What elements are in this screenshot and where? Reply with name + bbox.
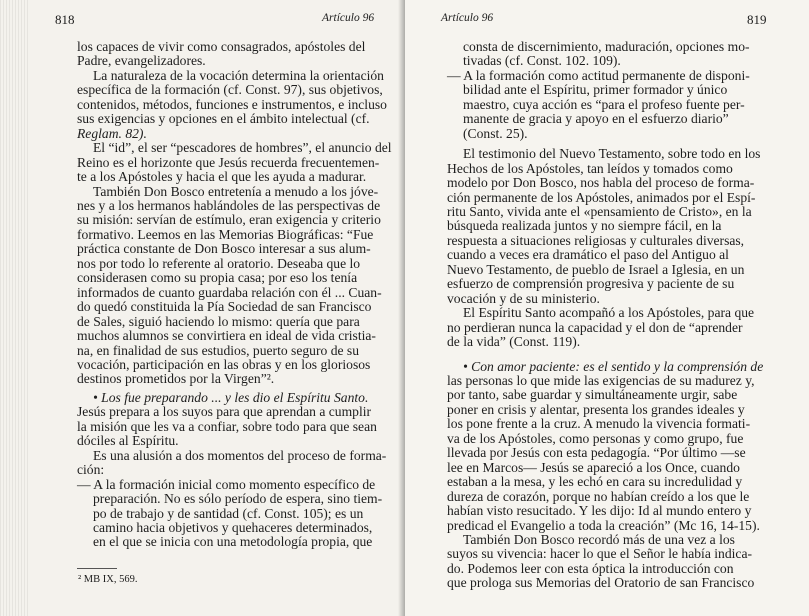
text-line: esfuerzo de comprensión progresiva y paciente de su: [447, 276, 735, 292]
text-line: do. Podemos leer con esta óptica la introducción con: [447, 560, 734, 576]
text-line: formativo. Leemos en las Memorias Biográficas: “Fue: [77, 226, 374, 242]
text-line: búsqueda realizada juntos y no siempre fácil, en la: [447, 218, 722, 234]
text-line: La naturaleza de la vocación determina la orientación: [93, 67, 384, 83]
right-page-number: 819: [747, 12, 767, 27]
text-line: do quedó constituida la Pía Sociedad de san Francisco: [77, 299, 372, 315]
text-line: ción permanente de los Apóstoles, animados por el Espí-: [447, 189, 756, 205]
text-line: te a los Apóstoles y hacia el que les ayuda a madurar.: [77, 169, 367, 185]
text-line: poner en crisis y alentar, presenta los grandes ideales y: [447, 401, 745, 417]
left-running-head: Artículo 96: [322, 12, 375, 24]
text-line: camino hacia objetivos y quehaceres determinados,: [93, 519, 373, 535]
text-line: considerasen como su propia casa; por eso los tenía: [77, 270, 358, 286]
text-line: cuando a veces era dramático el paso del Antiguo al: [447, 247, 729, 263]
text-line: consta de discernimiento, maduración, opciones mo-: [463, 39, 750, 54]
text-line: por tanto, sabe guardar y simultáneamente urgir, sabe: [447, 387, 738, 403]
section-heading: • Con amor paciente: es el sentido y la comprensión de: [463, 358, 764, 374]
text-line: vocación y de su ministerio.: [447, 290, 600, 306]
text-line: ción:: [77, 462, 105, 478]
text-line: informados de cuanto guardaba relación con él ... Cuan-: [77, 284, 382, 300]
text-line: destinos prometidos por la Virgen”².: [77, 371, 275, 387]
text-line: modelo por Don Bosco, nos habla del proceso de forma-: [447, 175, 755, 191]
right-running-head: Artículo 96: [441, 12, 494, 24]
text-line: na, en finalidad de sus estudios, puerto seguro de su: [77, 342, 360, 358]
text-line: El “id”, el ser “pescadores de hombres”, el anuncio del: [93, 140, 392, 156]
text-line: habían visto resucitado. Y les dijo: Id al mundo entero y: [447, 503, 752, 519]
text-line: preparación. No es sólo período de espera, sino tiem-: [93, 491, 383, 507]
text-line: dureza de corazón, porque no habían creído a los que le: [447, 488, 750, 504]
right-page: [405, 0, 809, 616]
text-line: Hechos de los Apóstoles, tan leídos y tomados como: [447, 160, 733, 176]
footnote: ² MB IX, 569.: [78, 574, 138, 585]
text-line: las personas lo que mide las exigencias de su madurez y,: [447, 372, 755, 388]
text-line: estaban a la mesa, y les echó en cara su incredulidad y: [447, 474, 743, 490]
text-line: El testimonio del Nuevo Testamento, sobre todo en los: [463, 146, 761, 162]
text-line: práctica constante de Don Bosco interesar a sus alum-: [77, 241, 371, 257]
text-line: los pone frente a la cruz. A menudo la vivencia formati-: [447, 416, 751, 432]
right-body-text: [447, 40, 763, 591]
text-line: de la vida” (Const. 119).: [447, 334, 581, 350]
text-line: Es una alusión a dos momentos del proceso de forma-: [93, 447, 387, 463]
text-line: de Sales, siguió haciendo lo mismo: quería que para: [77, 313, 360, 329]
text-line: respuesta a situaciones religiosas y culturales diversas,: [447, 232, 745, 248]
text-line: los capaces de vivir como consagrados, apóstoles del: [77, 39, 366, 54]
left-body-text: [77, 40, 392, 550]
text-line: llevada por Jesús con esta pedagogía. “Por último —se: [447, 445, 746, 461]
left-page-number: 818: [55, 12, 75, 27]
section-heading: • Los fue preparando ... y les dio el Espíritu Santo.: [93, 389, 369, 405]
text-line: no perdieran nunca la capacidad y el don de “aprender: [447, 319, 743, 335]
list-item: — A la formación inicial como momento específico de: [77, 476, 376, 492]
text-line: Reino es el horizonte que Jesús recuerda frecuentemen-: [77, 154, 380, 170]
text-line: Nuevo Testamento, de pueblo de Israel a Iglesia, en un: [447, 261, 745, 277]
text-line: nos por todo lo referente al oratorio. Deseaba que lo: [77, 255, 361, 271]
text-line: va de los Apóstoles, como personas y como grupo, fue: [447, 430, 744, 446]
text-line: Reglam. 82).: [77, 125, 147, 141]
text-line: específica de la formación (cf. Const. 97), sus objetivos,: [77, 82, 383, 98]
text-line: ritu Santo, vivida ante el «pensamiento de Cristo», en la: [447, 203, 752, 219]
text-line: Jesús prepara a los suyos para que aprendan a cumplir: [77, 404, 372, 420]
text-line: El Espíritu Santo acompañó a los Apóstoles, para que: [463, 305, 755, 321]
text-line: en el que se inicia con una metodología propia, que: [93, 534, 373, 550]
text-line: También Don Bosco recordó más de una vez a los: [463, 531, 735, 547]
text-line: También Don Bosco entretenía a menudo a los jóve-: [93, 183, 379, 199]
text-line: su misión: servían de estímulo, eran exigencia y criterio: [77, 212, 381, 228]
footnote-rule: [77, 568, 117, 569]
text-line: Padre, evangelizadores.: [77, 53, 206, 69]
text-line: la misión que les va a confiar, sobre todo para que sean: [77, 418, 377, 434]
page-edge-shading: [0, 0, 30, 616]
left-page: [0, 0, 404, 616]
text-line: dóciles al Espíritu.: [77, 433, 179, 449]
text-line: vocación, participación en las obras y en los gloriosos: [77, 356, 371, 372]
text-line: po de trabajo y de santidad (cf. Const. 105); es un: [93, 505, 364, 521]
text-line: sus exigencias y opciones en el ámbito intelectual (cf.: [77, 111, 370, 127]
text-line: manente de gracia y apoyo en el esfuerzo diario”: [463, 111, 729, 127]
text-line: contenidos, métodos, funciones e instrumentos, e incluso: [77, 96, 387, 112]
text-line: tivadas (cf. Const. 102. 109).: [463, 53, 621, 69]
text-line: bilidad ante el Espíritu, primer formador y único: [463, 82, 728, 98]
text-line: nes y a los hermanos hablándoles de las perspectivas de: [77, 197, 381, 213]
text-line: maestro, cuya acción es “para el profeso fuente per-: [463, 96, 745, 112]
text-line: que prologa sus Memorias del Oratorio de san Francisco: [447, 575, 755, 591]
text-line: lee en Marcos— Jesús se apareció a los Once, cuando: [447, 459, 740, 475]
text-line: predicad el Evangelio a toda la creación” (Mc 16, 14-15).: [447, 517, 760, 533]
text-line: (Const. 25).: [463, 125, 528, 141]
text-line: muchos alumnos se convirtiera en ideal de vida cristia-: [77, 328, 376, 344]
list-item: — A la formación como actitud permanente de disponi-: [447, 67, 750, 83]
text-line: suyos su vivencia: hacer lo que el Señor le había indica-: [447, 546, 753, 562]
